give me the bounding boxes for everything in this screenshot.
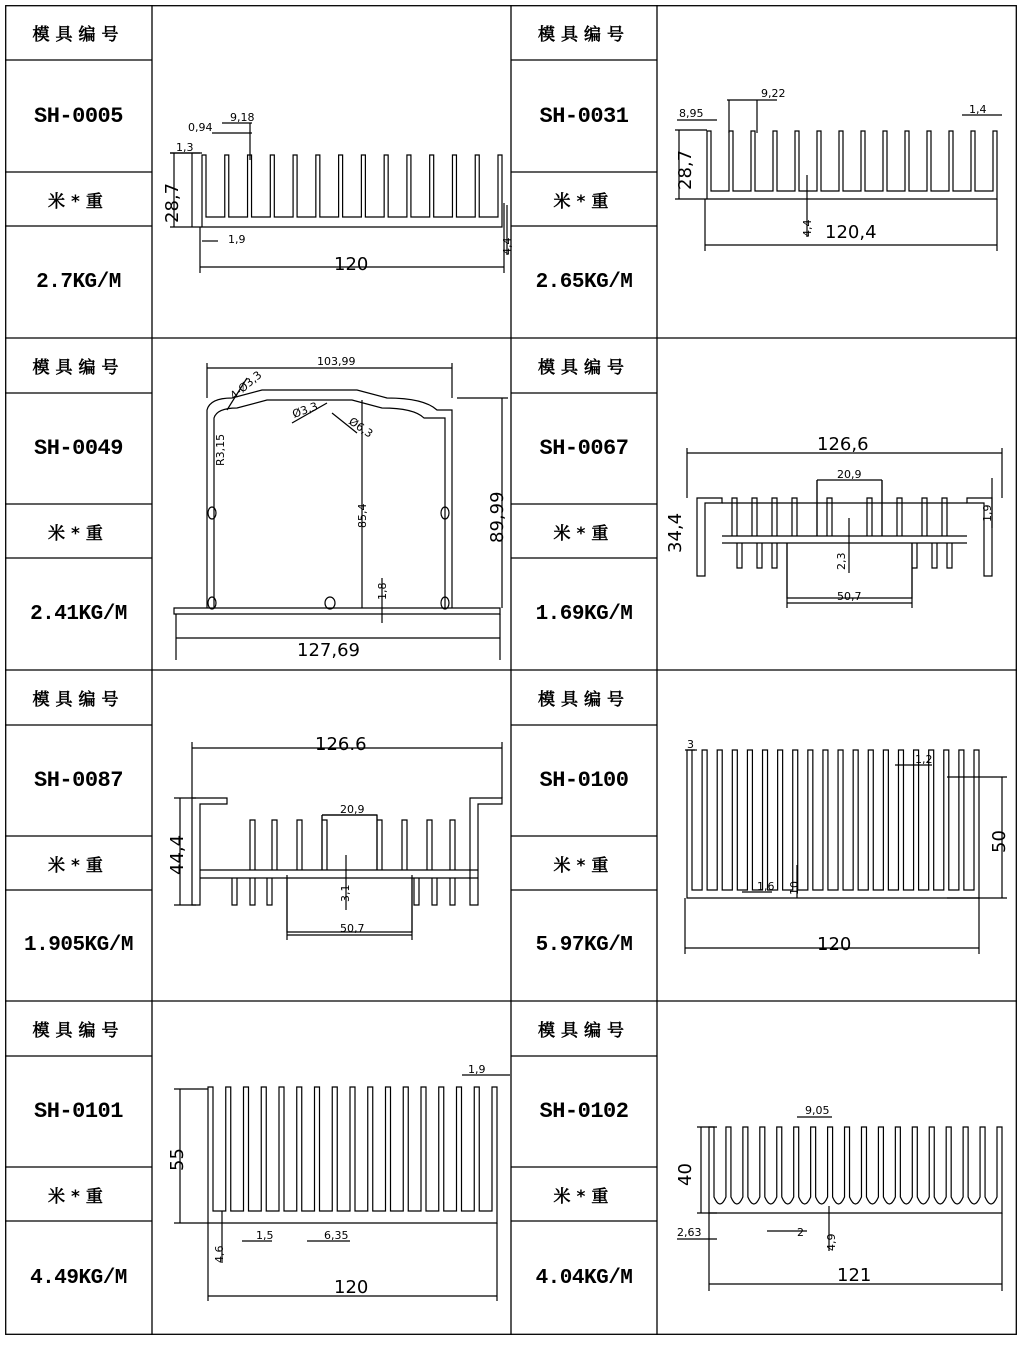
product-code: SH-0031 xyxy=(539,103,629,129)
dim-wall: 1,8 xyxy=(376,582,389,600)
dim-pitch: 9,18 xyxy=(230,111,255,124)
dim-center-top: 20,9 xyxy=(340,803,365,816)
dim-height: 50 xyxy=(989,830,1010,853)
profile-drawing-sh0049 xyxy=(152,338,511,670)
product-weight: 4.04KG/M xyxy=(535,1266,633,1290)
dim-height: 40 xyxy=(675,1163,696,1186)
dim-radius-4: R3,15 xyxy=(214,433,227,466)
dim-height: 28,7 xyxy=(162,182,183,223)
mold-number-label: 模具编号 xyxy=(32,25,125,45)
profile-drawing-sh0101 xyxy=(152,1001,511,1335)
product-code: SH-0067 xyxy=(539,436,629,461)
dim-gap: 1,5 xyxy=(256,1229,274,1242)
product-code: SH-0101 xyxy=(34,1099,123,1124)
dim-base-offset: 1,9 xyxy=(228,233,246,246)
dim-height: 55 xyxy=(167,1148,188,1171)
dim-inner-height: 85,4 xyxy=(356,503,369,528)
dim-edge: 1,3 xyxy=(176,141,194,154)
dim-fin-gap: 1,6 xyxy=(757,880,775,893)
product-code: SH-0049 xyxy=(34,436,123,461)
mold-number-label: 模具编号 xyxy=(538,690,630,710)
mold-number-label: 模具编号 xyxy=(32,358,125,378)
dim-width: 126,6 xyxy=(817,434,869,455)
dim-gap: 2 xyxy=(797,1226,804,1239)
dim-width: 120 xyxy=(817,934,852,955)
profile-drawing-sh0005 xyxy=(152,5,514,338)
dim-fin: 1,9 xyxy=(468,1063,486,1076)
dim-height: 44,4 xyxy=(167,834,188,875)
product-weight: 1.905KG/M xyxy=(24,934,133,957)
product-weight: 5.97KG/M xyxy=(535,934,633,957)
dim-center-top: 20,9 xyxy=(837,468,862,481)
dim-width: 121 xyxy=(837,1265,872,1286)
profile-drawing-sh0102 xyxy=(657,1001,1017,1335)
product-code: SH-0100 xyxy=(539,768,629,793)
dim-mid: 3,1 xyxy=(339,884,352,902)
product-weight: 2.65KG/M xyxy=(535,270,633,294)
dim-fin: 1,9 xyxy=(981,504,994,522)
product-weight: 4.49KG/M xyxy=(30,1266,127,1290)
weight-label: 米*重 xyxy=(48,523,109,544)
dim-width: 120 xyxy=(334,1277,369,1298)
weight-label: 米*重 xyxy=(48,191,109,212)
dim-width: 120 xyxy=(334,254,369,275)
mold-number-label: 模具编号 xyxy=(538,358,630,378)
dim-radius-2: Ø3,3 xyxy=(290,399,320,421)
weight-label: 米*重 xyxy=(553,1186,615,1207)
weight-label: 米*重 xyxy=(48,1186,109,1207)
dim-width: 126.6 xyxy=(315,734,367,755)
dim-radius-3: Ø6,3 xyxy=(346,414,376,441)
dim-base: 4,4 xyxy=(501,237,514,255)
weight-label: 米*重 xyxy=(553,523,615,544)
mold-number-label: 模具编号 xyxy=(32,1021,125,1041)
product-weight: 1.69KG/M xyxy=(535,602,633,626)
profile-drawing-sh0031 xyxy=(657,5,1017,338)
mold-number-label: 模具编号 xyxy=(538,1021,630,1041)
dim-pitch: 6,35 xyxy=(324,1229,349,1242)
dim-mid: 2,3 xyxy=(835,552,848,570)
dim-fin-thickness: 1,4 xyxy=(969,103,987,116)
dim-slot: 50,7 xyxy=(340,922,365,935)
product-weight: 2.41KG/M xyxy=(30,602,127,626)
dim-fin: 1,2 xyxy=(915,753,933,766)
product-weight: 2.7KG/M xyxy=(36,270,121,294)
dim-top-width: 103,99 xyxy=(317,355,356,368)
dim-height: 89,99 xyxy=(487,491,508,543)
dim-slot: 50,7 xyxy=(837,590,862,603)
profile-drawing-sh0087 xyxy=(152,670,511,1001)
dim-base: 10 xyxy=(788,881,801,895)
dim-width: 120,4 xyxy=(825,222,877,243)
profile-drawing-sh0100 xyxy=(657,670,1017,1001)
dim-height: 28,7 xyxy=(675,149,696,190)
dim-edge: 8,95 xyxy=(679,107,704,120)
mold-number-label: 模具编号 xyxy=(32,690,125,710)
weight-label: 米*重 xyxy=(553,191,615,212)
profile-sheet xyxy=(5,5,1017,1335)
dim-fin-thickness: 0,94 xyxy=(188,121,213,134)
dim-base: 4,6 xyxy=(213,1245,226,1263)
dim-base: 4,4 xyxy=(801,219,814,237)
weight-label: 米*重 xyxy=(48,855,109,876)
product-code: SH-0005 xyxy=(34,103,123,129)
product-code: SH-0087 xyxy=(34,768,123,793)
dim-radius-1: 4-Ø3,3 xyxy=(227,368,265,403)
product-code: SH-0102 xyxy=(539,1099,629,1124)
dim-pitch: 9,05 xyxy=(805,1104,830,1117)
dim-width: 127,69 xyxy=(297,640,360,661)
weight-label: 米*重 xyxy=(553,855,615,876)
profile-drawing-sh0067 xyxy=(657,338,1017,670)
dim-base: 4,9 xyxy=(825,1233,838,1251)
dim-height: 34,4 xyxy=(665,512,686,553)
mold-number-label: 模具编号 xyxy=(538,25,630,45)
dim-pitch: 9,22 xyxy=(761,87,786,100)
dim-edge: 2,63 xyxy=(677,1226,702,1239)
dim-edge: 3 xyxy=(687,738,694,751)
